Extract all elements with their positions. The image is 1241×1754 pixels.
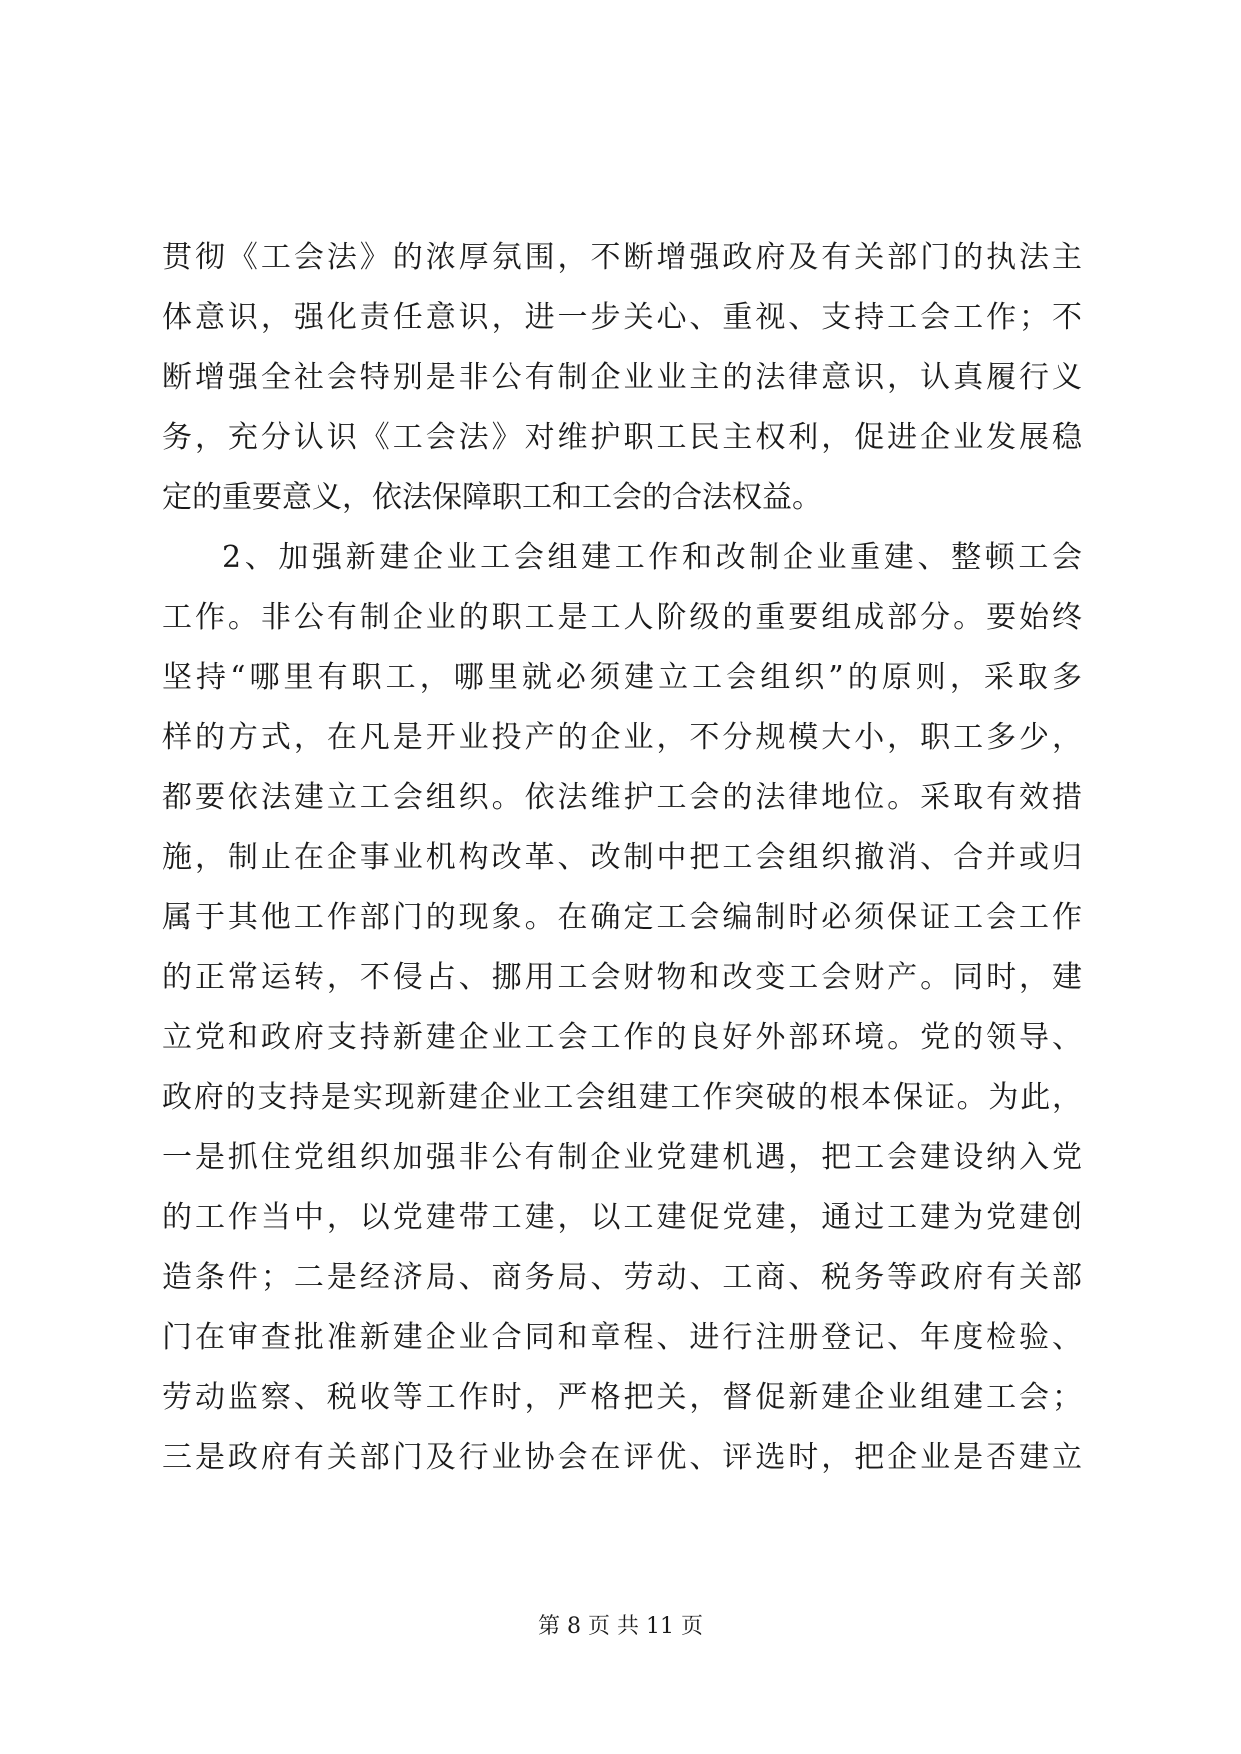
text-line: 都要依法建立工会组织。依法维护工会的法律地位。采取有效措: [162, 780, 1082, 815]
paragraph-start-line: 2、加强新建企业工会组建工作和改制企业重建、整顿工会: [222, 540, 1082, 575]
text-line: 劳动监察、税收等工作时，严格把关，督促新建企业组建工会；: [162, 1380, 1082, 1415]
text-line: 政府的支持是实现新建企业工会组建工作突破的根本保证。为此，: [162, 1080, 1082, 1115]
text-line: 门在审查批准新建企业合同和章程、进行注册登记、年度检验、: [162, 1320, 1082, 1355]
text-line: 立党和政府支持新建企业工会工作的良好外部环境。党的领导、: [162, 1020, 1082, 1055]
text-line: 务，充分认识《工会法》对维护职工民主权利，促进企业发展稳: [162, 420, 1082, 455]
text-line: 属于其他工作部门的现象。在确定工会编制时必须保证工会工作: [162, 900, 1082, 935]
text-line: 三是政府有关部门及行业协会在评优、评选时，把企业是否建立: [162, 1440, 1082, 1475]
text-line: 施，制止在企事业机构改革、改制中把工会组织撤消、合并或归: [162, 840, 1082, 875]
text-line: 贯彻《工会法》的浓厚氛围，不断增强政府及有关部门的执法主: [162, 240, 1082, 275]
page-number-footer: 第 8 页 共 11 页: [538, 1614, 703, 1639]
text-line: 体意识，强化责任意识，进一步关心、重视、支持工会工作；不: [162, 300, 1082, 335]
text-line: 坚持“哪里有职工，哪里就必须建立工会组织”的原则，采取多: [162, 660, 1082, 695]
text-line: 一是抓住党组织加强非公有制企业党建机遇，把工会建设纳入党: [162, 1140, 1082, 1175]
text-line: 断增强全社会特别是非公有制企业业主的法律意识，认真履行义: [162, 360, 1082, 395]
text-line: 的工作当中，以党建带工建，以工建促党建，通过工建为党建创: [162, 1200, 1082, 1235]
text-line: 定的重要意义，依法保障职工和工会的合法权益。: [162, 480, 822, 515]
body-text: [162, 228, 1082, 1488]
text-line: 工作。非公有制企业的职工是工人阶级的重要组成部分。要始终: [162, 600, 1082, 635]
text-line: 造条件；二是经济局、商务局、劳动、工商、税务等政府有关部: [162, 1260, 1082, 1295]
text-line: 的正常运转，不侵占、挪用工会财物和改变工会财产。同时，建: [162, 960, 1082, 995]
text-line: 样的方式，在凡是开业投产的企业，不分规模大小，职工多少，: [162, 720, 1082, 755]
